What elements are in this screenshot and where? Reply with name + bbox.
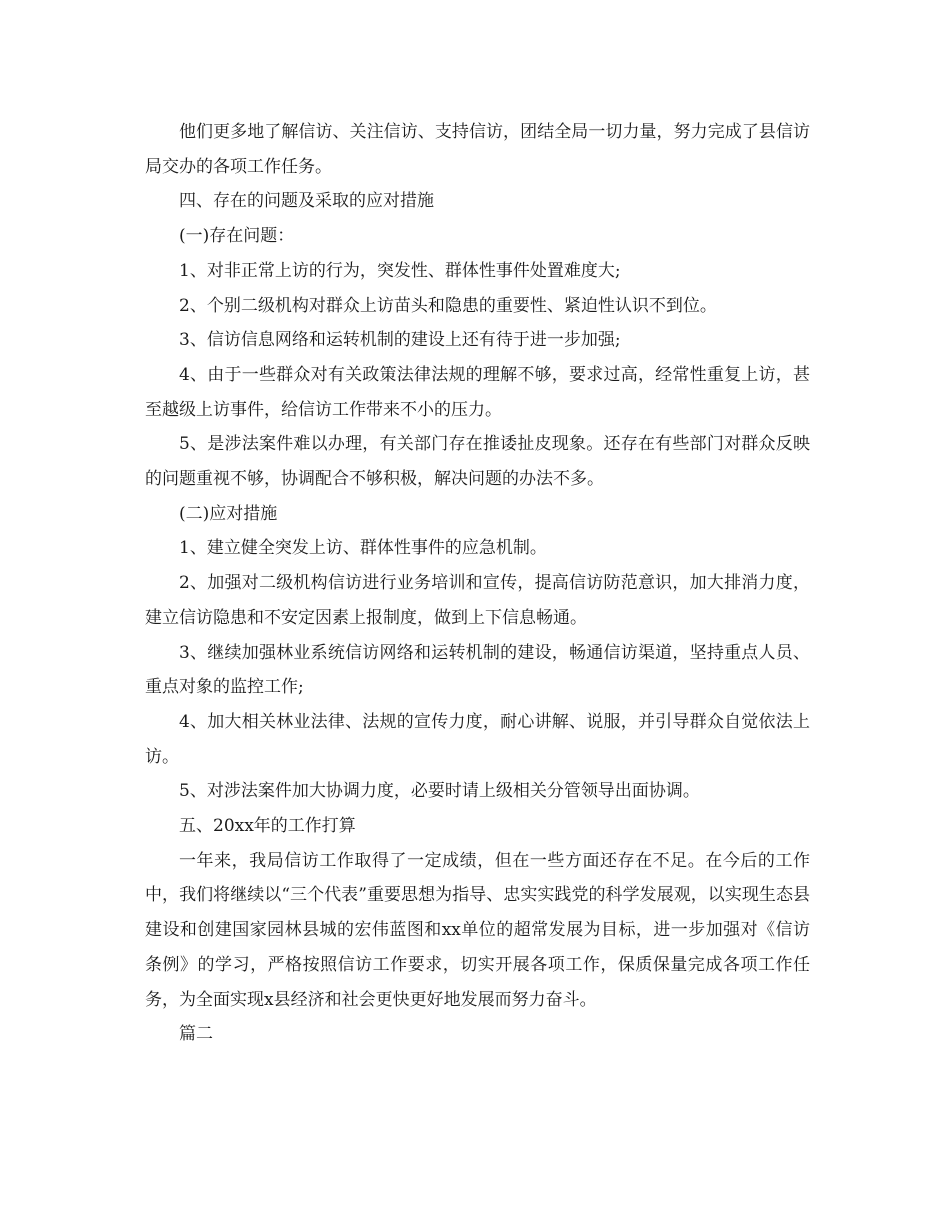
- document-body: [145, 115, 810, 1052]
- work-plan-paragraph: 一年来，我局信访工作取得了一定成绩，但在一些方面还存在不足。在今后的工作中，我们将继续以“三个代表”重要思想为指导、忠实实践党的科学发展观，以实现生态县建设和创建国家园林县城的宏伟蓝图和xx单位的超常发展为目标，进一步加强对《信访条例》的学习，严格按照信访工作要求，切实开展各项工作，保质保量完成各项工作任务，为全面实现x县经济和社会更快更好地发展而努力奋斗。: [145, 850, 810, 1010]
- measure-item-5: 5、对涉法案件加大协调力度，必要时请上级相关分管领导出面协调。: [179, 781, 700, 802]
- problem-item-3: 3、信访信息网络和运转机制的建设上还有待于进一步加强;: [179, 330, 621, 351]
- measure-item-2: 2、加强对二级机构信访进行业务培训和宣传，提高信访防范意识，加大排消力度，建立信访隐患和不安定因素上报制度，做到上下信息畅通。: [145, 573, 810, 628]
- section-heading-problems: 四、存在的问题及采取的应对措施: [179, 191, 434, 212]
- subheading-existing-problems: (一)存在问题：: [179, 226, 295, 247]
- measure-item-1: 1、建立健全突发上访、群体性事件的应急机制。: [179, 538, 547, 559]
- problem-item-1: 1、对非正常上访的行为，突发性、群体性事件处置难度大;: [179, 260, 621, 281]
- part-two-heading: 篇二: [179, 1024, 213, 1045]
- measure-item-3: 3、继续加强林业系统信访网络和运转机制的建设，畅通信访渠道，坚持重点人员、重点对象的监控工作;: [145, 642, 810, 698]
- measure-item-4: 4、加大相关林业法律、法规的宣传力度，耐心讲解、说服，并引导群众自觉依法上访。: [145, 711, 810, 767]
- subheading-countermeasures: (二)应对措施: [179, 503, 278, 524]
- problem-item-5: 5、是涉法案件难以办理，有关部门存在推诿扯皮现象。还存在有些部门对群众反映的问题重视不够，协调配合不够积极，解决问题的办法不多。: [145, 434, 810, 490]
- section-heading-work-plan: 五、20xx年的工作打算: [179, 816, 356, 837]
- paragraph-continuation: 他们更多地了解信访、关注信访、支持信访，团结全局一切力量，努力完成了县信访局交办的各项工作任务。: [145, 122, 810, 177]
- problem-item-2: 2、个别二级机构对群众上访苗头和隐患的重要性、紧迫性认识不到位。: [179, 295, 717, 316]
- problem-item-4: 4、由于一些群众对有关政策法律法规的理解不够，要求过高，经常性重复上访，甚至越级上访事件，给信访工作带来不小的压力。: [145, 364, 810, 420]
